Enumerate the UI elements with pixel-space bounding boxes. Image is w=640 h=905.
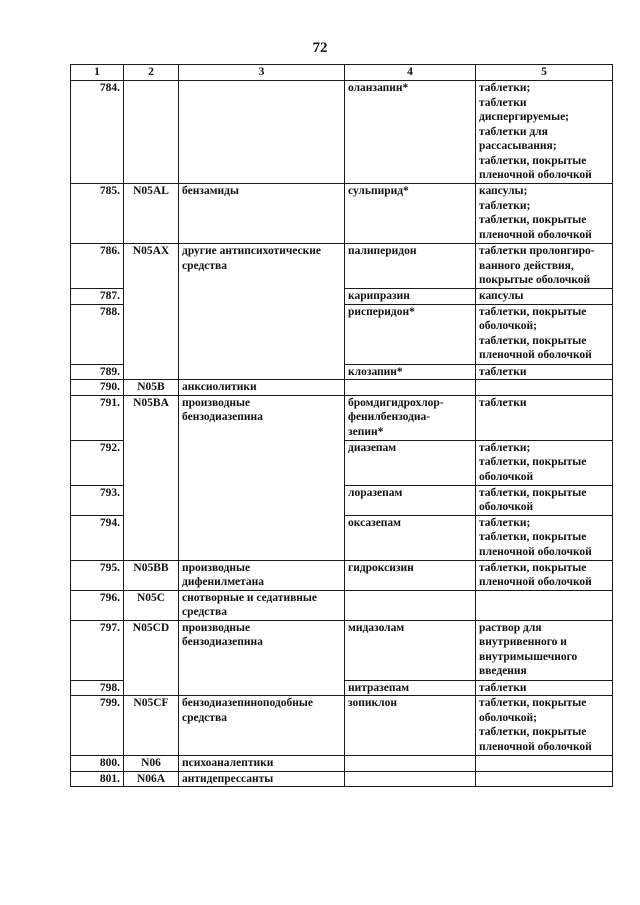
atc-code: N05CD: [124, 620, 179, 696]
dosage-form: [476, 380, 613, 396]
drug-name: [345, 515, 476, 560]
atc-code: [124, 81, 179, 184]
text-line: оксазепам: [348, 516, 402, 529]
text-line: оболочкой;: [479, 711, 538, 724]
text-line: оболочкой: [479, 501, 534, 513]
row-number: 800.: [71, 756, 124, 772]
text-line: производные: [182, 396, 251, 409]
text-line: оланзапин*: [348, 82, 409, 94]
dosage-form: [476, 364, 613, 380]
drug-name: [345, 304, 476, 364]
drug-name: [345, 620, 476, 680]
dosage-form: [476, 485, 613, 515]
text-line: диспергируемые;: [479, 111, 570, 123]
row-number: 785.: [71, 184, 124, 244]
drug-name: [345, 771, 476, 787]
text-line: лоразепам: [348, 486, 403, 499]
row-number: 791.: [71, 395, 124, 440]
text-line: пленочной оболочкой: [479, 349, 592, 361]
atc-code: N05AL: [124, 184, 179, 244]
column-header-3: 3: [179, 65, 345, 81]
text-line: снотворные и седативные: [182, 591, 318, 604]
drug-name: [345, 756, 476, 772]
table-row: [71, 184, 613, 244]
dosage-form: [476, 289, 613, 305]
text-line: рассасывания;: [479, 140, 557, 152]
page-number: 72: [312, 40, 328, 56]
text-line: диазепам: [348, 441, 397, 454]
table-row: [71, 81, 613, 184]
text-line: таблетки, покрытые: [479, 456, 587, 468]
text-line: таблетки;: [479, 516, 531, 529]
row-number: 797.: [71, 620, 124, 680]
text-line: нитразепам: [348, 681, 410, 694]
row-number: 792.: [71, 440, 124, 485]
text-line: таблетки для: [479, 125, 548, 138]
table-row: [71, 380, 613, 396]
row-number: 793.: [71, 485, 124, 515]
row-number: 796.: [71, 590, 124, 620]
text-line: карипразин: [348, 290, 410, 302]
dosage-form: [476, 244, 613, 289]
group-name: [179, 395, 345, 560]
atc-code: N05BA: [124, 395, 179, 560]
row-number: 788.: [71, 304, 124, 364]
text-line: антидепрессанты: [182, 772, 274, 785]
atc-code: N05C: [124, 590, 179, 620]
row-number: 801.: [71, 771, 124, 787]
row-number: 784.: [71, 81, 124, 184]
text-line: сульпирид*: [348, 185, 409, 197]
dosage-form: [476, 184, 613, 244]
column-header-2: 2: [124, 65, 179, 81]
text-line: таблетки: [479, 396, 527, 409]
dosage-form: [476, 620, 613, 680]
row-number: 794.: [71, 515, 124, 560]
atc-code: N05B: [124, 380, 179, 396]
dosage-form: [476, 440, 613, 485]
text-line: таблетки, покрытые: [479, 154, 587, 167]
text-line: бензодиазепиноподобные: [182, 697, 313, 709]
group-name: [179, 620, 345, 696]
text-line: зопиклон: [348, 697, 398, 709]
text-line: таблетки, покрытые: [479, 486, 587, 499]
table-row: [71, 560, 613, 590]
text-line: оболочкой;: [479, 320, 538, 332]
column-header-1: 1: [71, 65, 124, 81]
row-number: 799.: [71, 696, 124, 756]
group-name: [179, 184, 345, 244]
drug-name: [345, 244, 476, 289]
drug-name: [345, 289, 476, 305]
text-line: ванного действия,: [479, 259, 574, 272]
text-line: таблетки;: [479, 199, 531, 212]
row-number: 786.: [71, 244, 124, 289]
table-row: [71, 696, 613, 756]
column-header-5: 5: [476, 65, 613, 81]
table-row: [71, 771, 613, 787]
text-line: зепин*: [348, 425, 384, 438]
table-row: [71, 244, 613, 289]
text-line: таблетки;: [479, 441, 531, 454]
text-line: внутривенного и: [479, 636, 567, 648]
text-line: пленочной оболочкой: [479, 740, 592, 753]
text-line: раствор для: [479, 621, 542, 634]
dosage-form: [476, 560, 613, 590]
dosage-form: [476, 515, 613, 560]
atc-code: N06: [124, 756, 179, 772]
dosage-form: [476, 304, 613, 364]
text-line: производные: [182, 621, 251, 634]
text-line: таблетки, покрытые: [479, 531, 587, 543]
text-line: производные: [182, 561, 251, 574]
text-line: палиперидон: [348, 245, 417, 257]
drug-name: [345, 680, 476, 696]
dosage-form: [476, 680, 613, 696]
atc-code: N06A: [124, 771, 179, 787]
drug-name: [345, 81, 476, 184]
text-line: гидроксизин: [348, 561, 414, 574]
dosage-form: [476, 756, 613, 772]
text-line: таблетки: [479, 365, 527, 378]
column-header-4: 4: [345, 65, 476, 81]
table-row: [71, 620, 613, 680]
text-line: бензодиазепина: [182, 636, 263, 648]
text-line: фенилбензодиа-: [348, 411, 431, 423]
text-line: бромдигидрохлор-: [348, 396, 444, 409]
text-line: психоаналептики: [182, 757, 274, 769]
atc-code: N05BB: [124, 560, 179, 590]
group-name: [179, 244, 345, 380]
table-row: [71, 395, 613, 440]
drug-name: [345, 696, 476, 756]
row-number: 789.: [71, 364, 124, 380]
text-line: таблетки, покрытые: [479, 305, 587, 318]
drug-name: [345, 560, 476, 590]
table-row: [71, 590, 613, 620]
drug-name: [345, 395, 476, 440]
table-row: [71, 756, 613, 772]
group-name: [179, 771, 345, 787]
drug-name: [345, 485, 476, 515]
atc-code: N05AX: [124, 244, 179, 380]
text-line: пленочной оболочкой: [479, 228, 592, 241]
text-line: средства: [182, 606, 227, 618]
text-line: средства: [182, 711, 227, 724]
group-name: [179, 756, 345, 772]
text-line: таблетки, покрытые: [479, 214, 587, 226]
dosage-form: [476, 696, 613, 756]
text-line: введения: [479, 665, 527, 677]
text-line: пленочной оболочкой: [479, 169, 592, 181]
row-number: 787.: [71, 289, 124, 305]
text-line: внутримышечного: [479, 650, 578, 663]
header-row: [71, 65, 613, 81]
text-line: оболочкой: [479, 470, 534, 483]
text-line: другие антипсихотические: [182, 245, 322, 257]
group-name: [179, 590, 345, 620]
text-line: таблетки, покрытые: [479, 726, 587, 738]
dosage-form: [476, 590, 613, 620]
text-line: таблетки, покрытые: [479, 697, 587, 709]
row-number: 790.: [71, 380, 124, 396]
text-line: покрытые оболочкой: [479, 274, 591, 286]
text-line: клозапин*: [348, 365, 403, 378]
drug-name: [345, 380, 476, 396]
row-number: 795.: [71, 560, 124, 590]
text-line: дифенилметана: [182, 576, 265, 588]
text-line: пленочной оболочкой: [479, 545, 592, 558]
dosage-form: [476, 81, 613, 184]
text-line: бензамиды: [182, 185, 239, 197]
drug-table: [70, 64, 613, 787]
atc-code: N05CF: [124, 696, 179, 756]
text-line: таблетки, покрытые: [479, 334, 587, 347]
text-line: рисперидон*: [348, 305, 415, 318]
dosage-form: [476, 771, 613, 787]
text-line: таблетки;: [479, 82, 531, 94]
text-line: таблетки пролонгиро-: [479, 245, 595, 257]
drug-name: [345, 440, 476, 485]
group-name: [179, 380, 345, 396]
text-line: пленочной оболочкой: [479, 576, 592, 588]
text-line: бензодиазепина: [182, 411, 263, 423]
group-name: [179, 560, 345, 590]
text-line: мидазолам: [348, 621, 405, 634]
text-line: капсулы;: [479, 185, 528, 197]
drug-name: [345, 590, 476, 620]
text-line: средства: [182, 259, 227, 272]
group-name: [179, 696, 345, 756]
drug-name: [345, 184, 476, 244]
text-line: таблетки: [479, 96, 527, 109]
text-line: таблетки: [479, 681, 527, 694]
drug-name: [345, 364, 476, 380]
dosage-form: [476, 395, 613, 440]
text-line: таблетки, покрытые: [479, 561, 587, 574]
text-line: капсулы: [479, 290, 524, 302]
row-number: 798.: [71, 680, 124, 696]
text-line: анксиолитики: [182, 381, 257, 393]
group-name: [179, 81, 345, 184]
